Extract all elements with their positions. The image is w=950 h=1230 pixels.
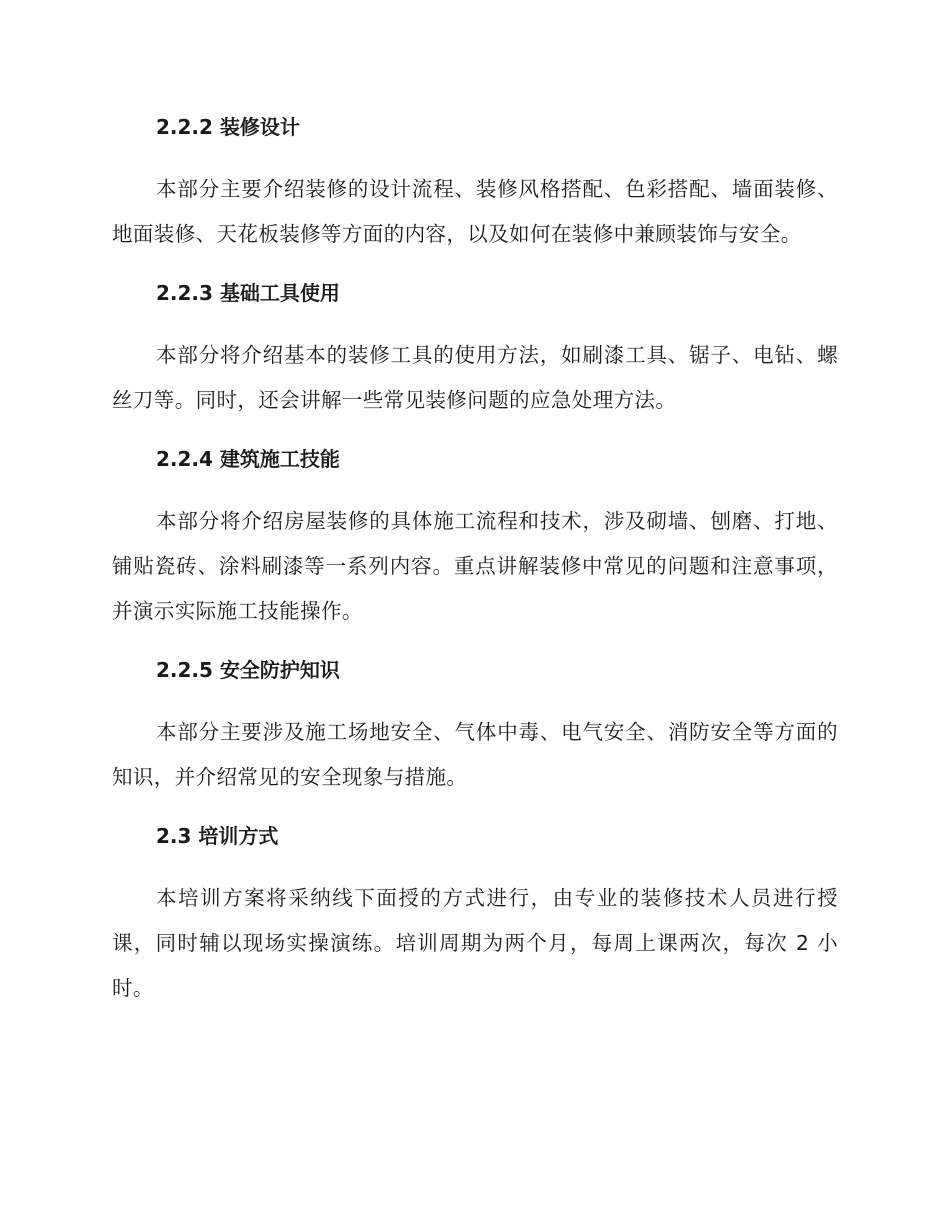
section-heading-2-2-3: 2.2.3 基础工具使用	[156, 281, 340, 305]
section-body-2-2-2: 本部分主要介绍装修的设计流程、装修风格搭配、色彩搭配、墙面装修、地面装修、天花板装修等方面的内容，以及如何在装修中兼顾装饰与安全。	[112, 177, 838, 246]
section-heading-2-2-4: 2.2.4 建筑施工技能	[156, 447, 340, 471]
section-heading-2-2-2: 2.2.2 装修设计	[156, 115, 300, 139]
section-heading-2-2-5: 2.2.5 安全防护知识	[156, 658, 340, 682]
section-body-2-2-3: 本部分将介绍基本的装修工具的使用方法，如刷漆工具、锯子、电钻、螺丝刀等。同时，还会讲解一些常见装修问题的应急处理方法。	[112, 343, 838, 412]
section-body-2-3: 本培训方案将采纳线下面授的方式进行，由专业的装修技术人员进行授课，同时辅以现场实操演练。培训周期为两个月，每周上课两次，每次 2 小时。	[112, 886, 838, 1000]
section-body-2-2-5: 本部分主要涉及施工场地安全、气体中毒、电气安全、消防安全等方面的知识，并介绍常见的安全现象与措施。	[112, 720, 838, 789]
section-body-2-2-4: 本部分将介绍房屋装修的具体施工流程和技术，涉及砌墙、刨磨、打地、铺贴瓷砖、涂料刷漆等一系列内容。重点讲解装修中常见的问题和注意事项，并演示实际施工技能操作。	[112, 509, 838, 623]
section-heading-2-3: 2.3 培训方式	[156, 824, 279, 848]
